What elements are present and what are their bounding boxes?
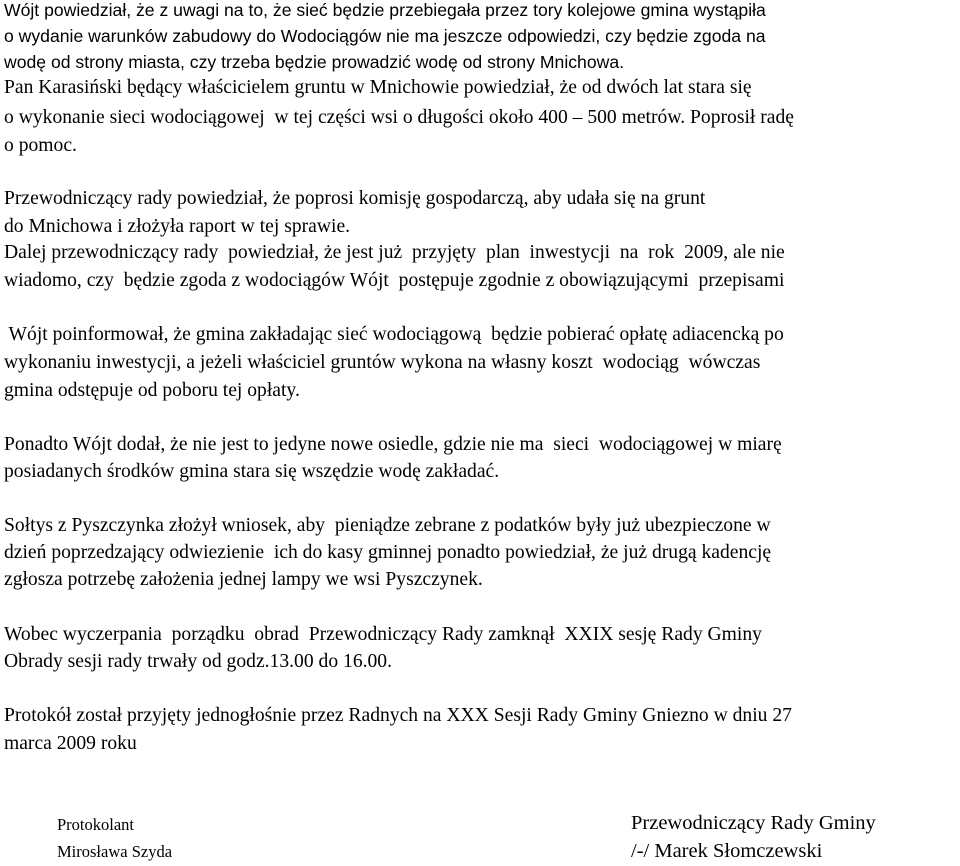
paragraph-8-line-1: Wobec wyczerpania porządku obrad Przewodniczący Rady zamknął XXIX sesję Rady Gminy bbox=[4, 624, 762, 645]
paragraph-3-line-2: do Mnichowa i złożyła raport w tej sprawie. bbox=[4, 216, 351, 237]
paragraph-1-line-2: o wydanie warunków zabudowy do Wodociągów nie ma jeszcze odpowiedzi, czy będzie zgoda na bbox=[4, 26, 766, 46]
paragraph-6-line-2: posiadanych środków gmina stara się wszędzie wodę zakładać. bbox=[4, 461, 500, 482]
paragraph-2-line-3: o pomoc. bbox=[4, 135, 77, 156]
paragraph-9-line-2: marca 2009 roku bbox=[4, 733, 137, 754]
paragraph-7-line-2: dzień poprzedzający odwiezienie ich do kasy gminnej ponadto powiedział, że już drugą kadencję bbox=[4, 542, 772, 563]
paragraph-6-line-1: Ponadto Wójt dodał, że nie jest to jedyne nowe osiedle, gdzie nie ma sieci wodociągowej w miarę bbox=[4, 434, 782, 455]
paragraph-1-line-3: wodę od strony miasta, czy trzeba będzie prowadzić wodę od strony Mnichowa. bbox=[4, 52, 624, 72]
signature-left-name: Mirosława Szyda bbox=[57, 842, 173, 861]
paragraph-2-line-1: Pan Karasiński będący właścicielem gruntu w Mnichowie powiedział, że od dwóch lat stara się bbox=[4, 77, 752, 98]
paragraph-5-line-2: wykonaniu inwestycji, a jeżeli właściciel gruntów wykona na własny koszt wodociąg wówczas bbox=[4, 352, 761, 373]
signature-right-role: Przewodniczący Rady Gminy bbox=[631, 812, 876, 834]
paragraph-7-line-1: Sołtys z Pyszczynka złożył wniosek, aby pieniądze zebrane z podatków były już ubezpieczone w bbox=[4, 515, 771, 536]
paragraph-5-line-3: gmina odstępuje od poboru tej opłaty. bbox=[4, 380, 300, 401]
paragraph-1-line-1: Wójt powiedział, że z uwagi na to, że sieć będzie przebiegała przez tory kolejowe gmina wystąpiła bbox=[4, 0, 766, 20]
paragraph-9-line-1: Protokół został przyjęty jednogłośnie przez Radnych na XXX Sesji Rady Gminy Gniezno w dniu 27 bbox=[4, 705, 792, 726]
paragraph-7-line-3: zgłosza potrzebę założenia jednej lampy we wsi Pyszczynek. bbox=[4, 569, 483, 590]
paragraph-2-line-2: o wykonanie sieci wodociągowej w tej części wsi o długości około 400 – 500 metrów. Poprosił radę bbox=[4, 107, 794, 128]
paragraph-3-line-1: Przewodniczący rady powiedział, że poprosi komisję gospodarczą, aby udała się na grunt bbox=[4, 188, 706, 209]
paragraph-8-line-2: Obrady sesji rady trwały od godz.13.00 do 16.00. bbox=[4, 651, 393, 672]
paragraph-4-line-1: Dalej przewodniczący rady powiedział, że jest już przyjęty plan inwestycji na rok 2009, ale nie bbox=[4, 242, 785, 263]
paragraph-4-line-2: wiadomo, czy będzie zgoda z wodociągów Wójt postępuje zgodnie z obowiązującymi przepisami bbox=[4, 270, 785, 291]
signature-left-role: Protokolant bbox=[57, 815, 134, 834]
paragraph-5-line-1: Wójt poinformował, że gmina zakładając sieć wodociągową będzie pobierać opłatę adiacencką po bbox=[4, 324, 784, 345]
signature-right-name: /-/ Marek Słomczewski bbox=[631, 840, 823, 862]
